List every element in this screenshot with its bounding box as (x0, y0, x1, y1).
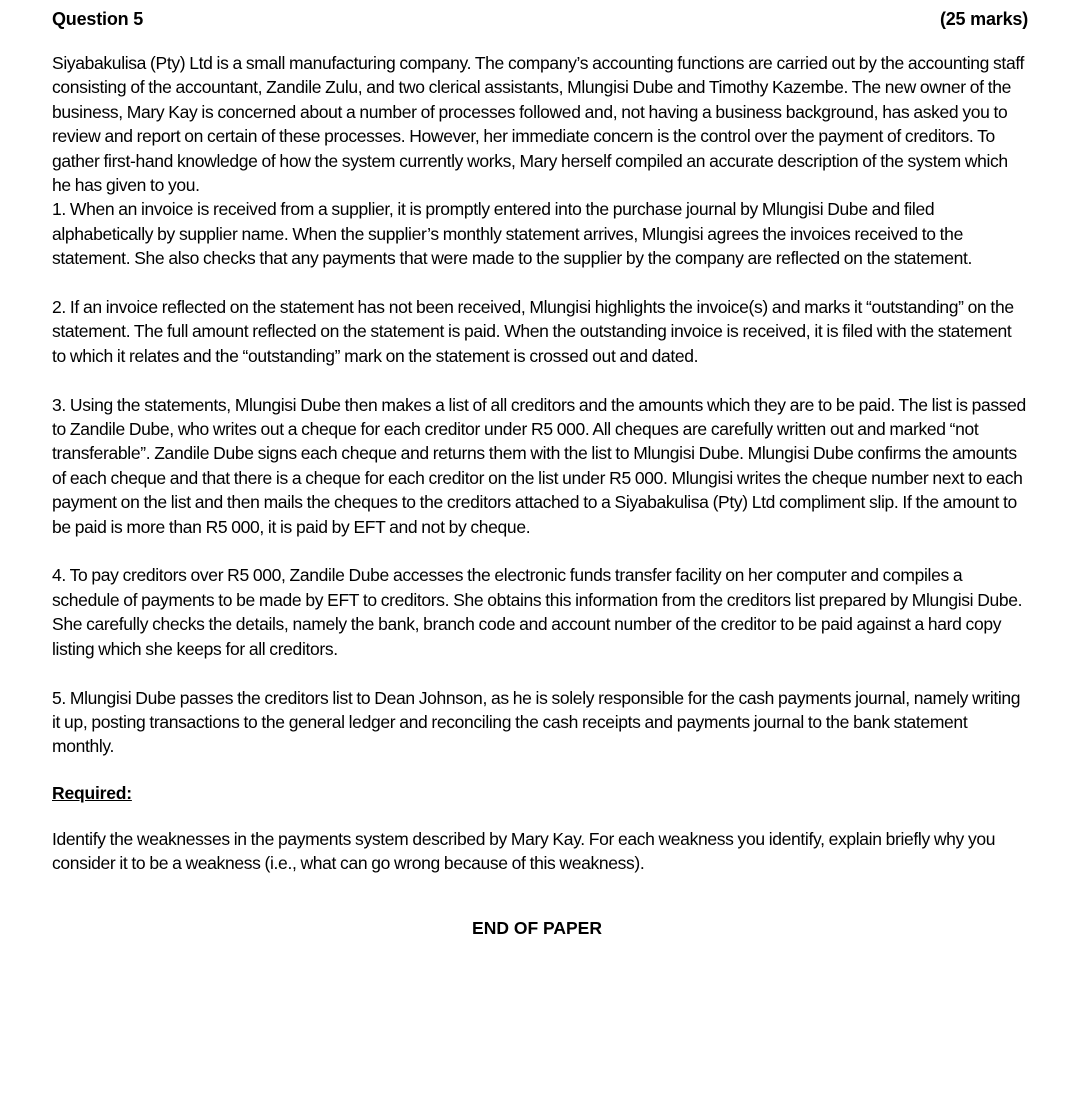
process-item-5: 5. Mlungisi Dube passes the creditors list to Dean Johnson, as he is solely responsible for the cash payments journal, namely writing it up, posting transactions to the general ledger and reconciling the cash receipts and payments journal to the bank statement monthly. (52, 687, 1021, 757)
question-marks: (25 marks) (939, 9, 1028, 29)
required-heading: Required: (52, 782, 132, 803)
end-of-paper: END OF PAPER (472, 917, 602, 938)
question-header (52, 7, 1028, 31)
process-item-1: 1. When an invoice is received from a supplier, it is promptly entered into the purchase journal by Mlungisi Dube and filed alphabetically by supplier name. When the supplier’s monthly statement arrives, Mlungisi agrees the invoices received to the statement. She also checks that any payments that were made to the supplier by the company are reflected on the statement. (52, 199, 973, 269)
question-title: Question 5 (52, 9, 144, 29)
process-item-4: 4. To pay creditors over R5 000, Zandile Dube accesses the electronic funds transfer facility on her computer and compiles a schedule of payments to be made by EFT to creditors. She obtains this information from the creditors list prepared by Mlungisi Dube. She carefully checks the details, namely the bank, branch code and account number of the creditor to be paid against a hard copy listing which she keeps for all creditors. (52, 565, 1023, 659)
process-item-2: 2. If an invoice reflected on the statement has not been received, Mlungisi highlights the invoice(s) and marks it “outstanding” on the statement. The full amount reflected on the statement is paid. When the outstanding invoice is received, it is filed with the statement to which it relates and the “outstanding” mark on the statement is crossed out and dated. (52, 297, 1014, 366)
intro-paragraph: Siyabakulisa (Pty) Ltd is a small manufacturing company. The company’s accounting functions are carried out by the accounting staff consisting of the accountant, Zandile Zulu, and two clerical assistants, Mlungisi Dube and Timothy Kazembe. The new owner of the business, Mary Kay is concerned about a number of processes followed and, not having a business background, has asked you to review and report on certain of these processes. However, her immediate concern is the control over the payment of creditors. To gather first-hand knowledge of how the system currently works, Mary herself compiled an accurate description of the system which he has given to you. (52, 53, 1025, 196)
exam-page (52, 7, 1028, 940)
process-item-3: 3. Using the statements, Mlungisi Dube then makes a list of all creditors and the amounts which they are to be paid. The list is passed to Zandile Dube, who writes out a cheque for each creditor under R5 000. All cheques are carefully written out and marked “not transferable”. Zandile Dube signs each cheque and returns them with the list to Mlungisi Dube. Mlungisi Dube confirms the amounts of each cheque and that there is a cheque for each creditor on the list under R5 000. Mlungisi writes the cheque number next to each payment on the list and then mails the cheques to the creditors attached to a Siyabakulisa (Pty) Ltd compliment slip. If the amount to be paid is more than R5 000, it is paid by EFT and not by cheque. (52, 394, 1026, 537)
required-instruction: Identify the weaknesses in the payments system described by Mary Kay. For each weakness you identify, explain briefly why you consider it to be a weakness (i.e., what can go wrong because of this weakness). (52, 828, 996, 874)
